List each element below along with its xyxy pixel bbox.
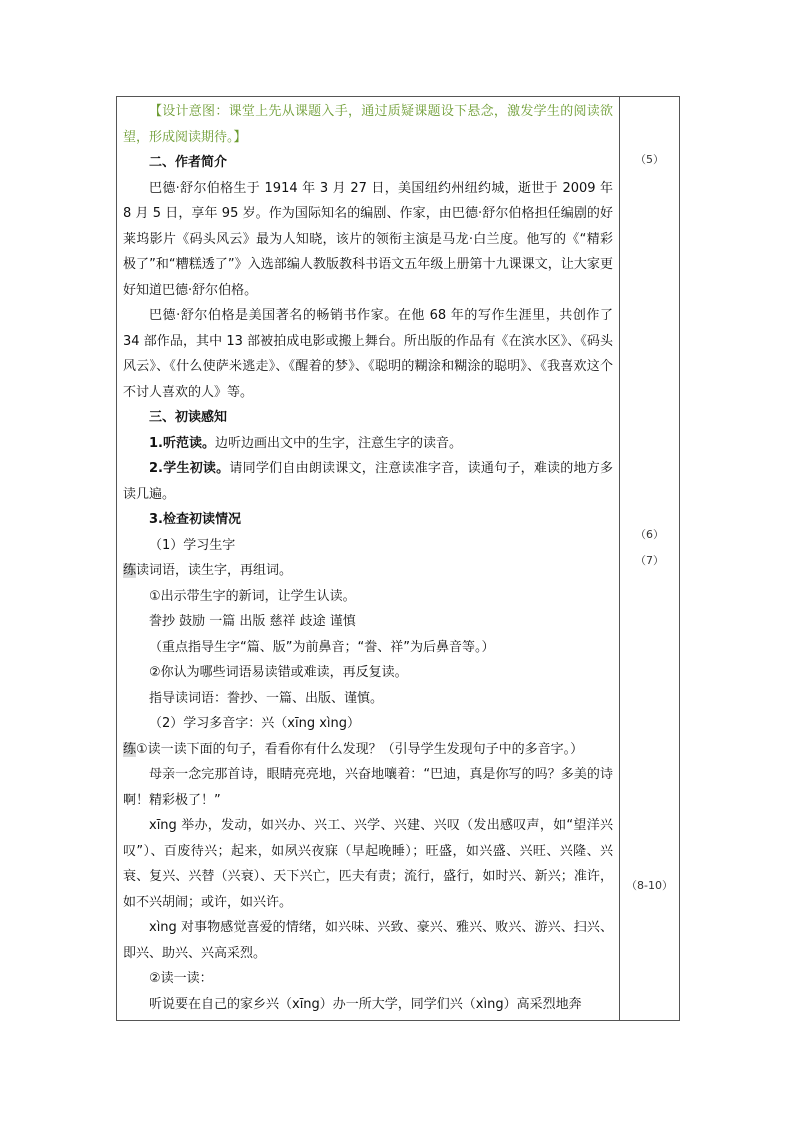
side-note-5: （5） [635, 153, 664, 166]
section-author-title: 二、作者简介 [149, 155, 228, 170]
xing-fourth-tone: xìng 对事物感觉喜爱的情绪，如兴味、兴致、豪兴、雅兴、败兴、游兴、扫兴、即兴、助兴、兴高采烈。 [123, 920, 613, 961]
author-para-1: 巴德·舒尔伯格生于 1914 年 3 月 27 日，美国纽约州纽约城，逝世于 2009 年 8 月 5 日，享年 95 岁。作为国际知名的编剧、作家，由巴德·舒尔伯格担任编剧的好莱坞影片《码头风云》最为人知晓，该片的领衔主演是马龙·白兰度。他写的《“精彩极了”和“糟糕透了”》入选部编人教版教科书语文五年级上册第十九课课文，让大家更好知道巴德·舒尔伯格。 [123, 180, 613, 298]
guide-read: 指导读词语：誊抄、一篇、出版、谨慎。 [149, 690, 384, 706]
sub-new-chars: （1）学习生字 [149, 537, 236, 553]
practice-1 [123, 558, 613, 584]
section-first-reading-title: 三、初读感知 [149, 410, 228, 425]
item-listen-label: 1.听范读。 [149, 435, 215, 451]
practice-1-text: 读词语，读生字，再组词。 [136, 563, 293, 578]
guide-note: （重点指导生字“篇、版”为前鼻音；“誊、祥”为后鼻音等。） [149, 639, 495, 655]
quote-sentence: 母亲一念完那首诗，眼睛亮亮地，兴奋地嚷着：“巴迪，真是你写的吗？多美的诗啊！精彩极了！” [123, 767, 613, 808]
lesson-table [116, 96, 680, 1021]
design-intent: 【设计意图：课堂上先从课题入手，通过质疑课题设下悬念，激发学生的阅读欲望，形成阅读期待。】 [123, 104, 613, 145]
item-listen [123, 431, 613, 457]
item-student-read [123, 456, 613, 507]
item-check: 3.检查初读情况 [149, 512, 241, 527]
main-content [123, 99, 613, 1017]
last-line: 听说要在自己的家乡兴（xīng）办一所大学，同学们兴（xìng）高采烈地奔 [149, 996, 582, 1012]
step-read: ②读一读： [149, 971, 213, 986]
practice-marker: 练 [123, 563, 137, 578]
author-para-2: 巴德·舒尔伯格是美国著名的畅销书作家。在他 68 年的写作生涯里，共创作了 34 部作品，其中 13 部被拍成电影或搬上舞台。所出版的作品有《在滨水区》、《码头风云》、《什么使萨米逃走》、《醒着的梦》、《聪明的糊涂和糊涂的聪明》、《我喜欢这个不讨人喜欢的人》等。 [123, 308, 613, 400]
item-student-read-label: 2.学生初读。 [149, 461, 230, 476]
side-note-8-10: （8-10） [626, 879, 673, 892]
practice-marker-2: 练 [123, 741, 137, 757]
practice-2-text: ①读一读下面的句子，看看你有什么发现？（引导学生发现句子中的多音字。） [136, 741, 584, 757]
item-student-read-text: 请同学们自由朗读课文，注意读准字音，读通句子，难读的地方多读几遍。 [123, 461, 613, 502]
step-reread: ②你认为哪些词语易读错或难读，再反复读。 [149, 665, 408, 680]
side-note-7: （7） [635, 554, 664, 567]
word-list: 誊抄 鼓励 一篇 出版 慈祥 歧途 谨慎 [149, 614, 356, 629]
practice-2 [123, 737, 613, 763]
sub-polyphone: （2）学习多音字：兴（xīng xìng） [149, 716, 360, 731]
side-note-6: （6） [635, 528, 664, 541]
xing-first-tone: xīng 举办，发动，如兴办、兴工、兴学、兴建、兴叹（发出感叹声，如“望洋兴叹”）、百废待兴；起来，如夙兴夜寐（早起晚睡）；旺盛，如兴盛、兴旺、兴隆、兴衰、复兴、兴替（兴衰）、天下兴亡，匹夫有责；流行，盛行，如时兴、新兴；准许，如不兴胡闹；或许，如兴许。 [123, 818, 613, 910]
step-show-words: ①出示带生字的新词，让学生认读。 [149, 588, 356, 604]
item-listen-text: 边听边画出文中的生字，注意生字的读音。 [214, 435, 462, 451]
